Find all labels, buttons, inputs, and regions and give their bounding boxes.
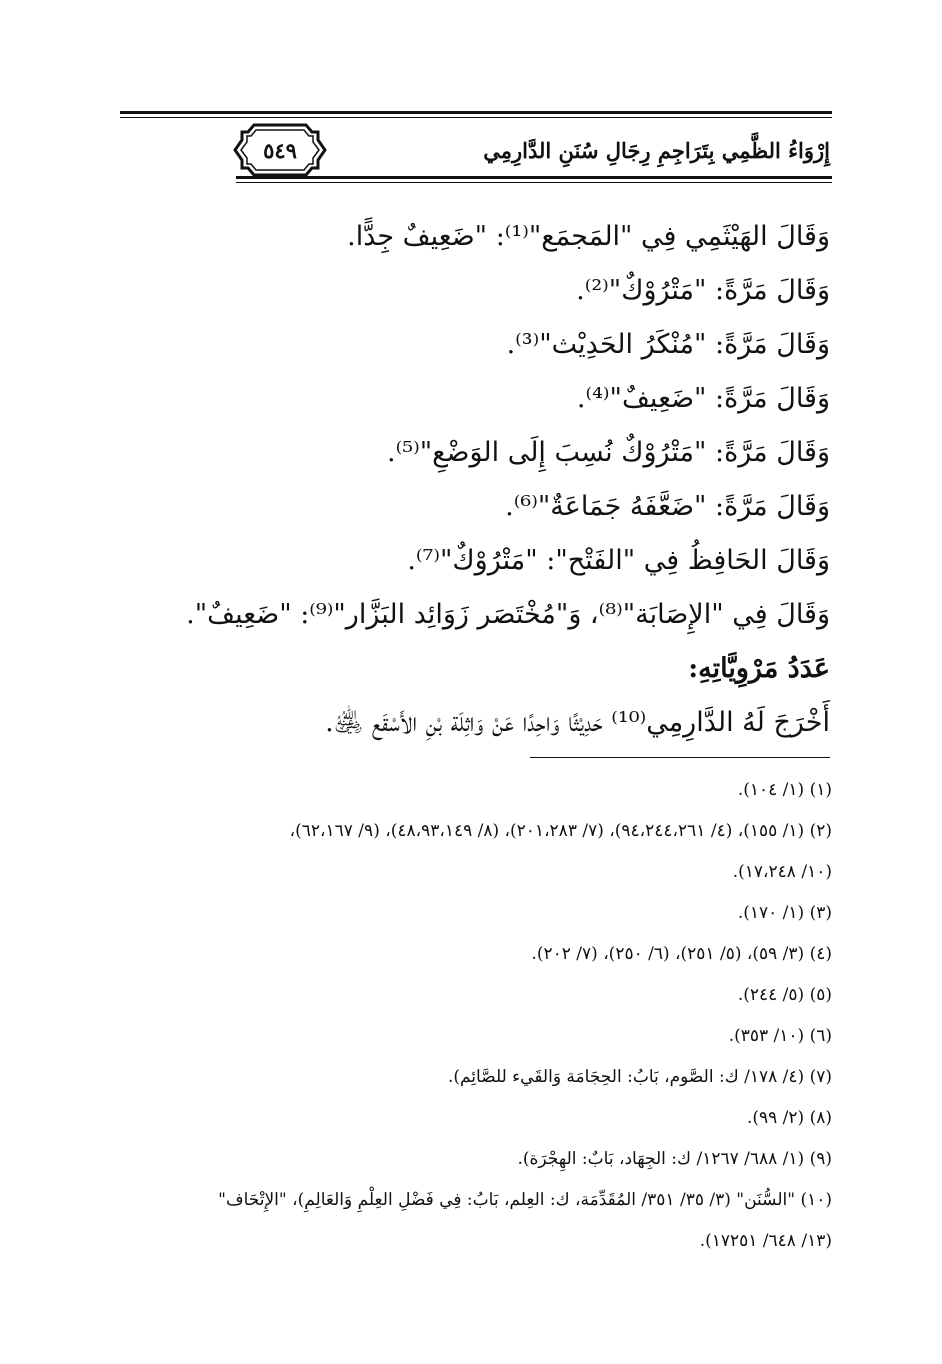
page-number: ٥٤٩ — [263, 137, 297, 163]
body-text — [130, 210, 830, 750]
footnote: (١٠) "السُّنَن" (٣/ ٣٥/ ٣٥١/ المُقَدِّمَة، ك: العِلم، بَابُ: فِي فَضْلِ العِلْمِ وَالعَالِمِ)، "الإِتْحَاف" — [218, 1190, 832, 1210]
text-line: وَقَالَ مَرَّةً: "مَتْرُوْكٌ نُسِبَ إِلَى الوَضْعِ"⁽⁵⁾. — [387, 437, 830, 468]
footnote: (٦) (١٠/ ٣٥٣). — [728, 1026, 832, 1046]
header-rule-bottom-thin — [236, 182, 832, 183]
text-line: وَقَالَ مَرَّةً: "ضَعَّفَهُ جَمَاعَةٌ"⁽⁶⁾. — [505, 491, 830, 522]
page-number-badge — [232, 122, 328, 178]
text-line: وَقَالَ الحَافِظُ فِي "الفَتْح": "مَتْرُوْكٌ"⁽⁷⁾. — [407, 545, 830, 576]
text-line: وَقَالَ مَرَّةً: "مَتْرُوْكٌ"⁽²⁾. — [576, 275, 830, 306]
text-line: أَخْرَجَ لَهُ الدَّارِمِي⁽¹⁰⁾ حَدِيْثًا وَاحِدًا عَنْ وَاثِلَة بْنِ الأَسْقَع ﵁. — [325, 707, 830, 738]
footnote-continuation: (١٣/ ٦٤٨/ ١٧٢٥١). — [699, 1231, 832, 1251]
footnote: (٢) (١/ ١٥٥)، (٤/ ٩٤،٢٤٤،٢٦١)، (٧/ ٢٠١،٢٨٣)، (٨/ ٤٨،٩٣،١٤٩)، (٩/ ٦٢،١٦٧)، — [289, 821, 832, 841]
footnote-continuation: (١٠/ ١٧،٢٤٨). — [732, 862, 832, 882]
header-rule-top — [120, 111, 832, 114]
text-line: وَقَالَ الهَيْثَمِي فِي "المَجمَع"⁽¹⁾: "ضَعِيفٌ جِدًّا. — [347, 221, 830, 252]
running-title: إِرْوَاءُ الظَّمِي بِتَرَاجِمِ رِجَالِ سُنَنِ الدَّارِمِي — [483, 138, 830, 163]
text-line: وَقَالَ فِي "الإِصَابَة"⁽⁸⁾، وَ"مُخْتَصَر زَوَائِد البَزَّار"⁽⁹⁾: "ضَعِيفٌ". — [186, 599, 830, 630]
header-rule-top-thin — [120, 117, 832, 118]
section-heading: عَدَدُ مَرْوِيَّاتِهِ: — [688, 653, 830, 684]
footnote: (٥) (٥/ ٢٤٤). — [737, 985, 832, 1005]
footnotes — [112, 770, 832, 1262]
text-line: وَقَالَ مَرَّةً: "ضَعِيفٌ"⁽⁴⁾. — [576, 383, 830, 414]
footnote: (٣) (١/ ١٧٠). — [737, 903, 832, 923]
footnote: (٨) (٢/ ٩٩). — [746, 1108, 832, 1128]
footnote-separator — [530, 757, 830, 758]
footnote: (٧) (٤/ ١٧٨/ ك: الصَّوم، بَابُ: الحِجَامَة وَالقَيء للصَّائِم). — [447, 1067, 832, 1087]
footnote: (١) (١/ ١٠٤). — [737, 780, 832, 800]
footnote: (٩) (١/ ٦٨٨/ ١٢٦٧/ ك: الجِهَاد، بَابٌ: الهِجْرَة). — [517, 1149, 832, 1169]
footnote: (٤) (٣/ ٥٩)، (٥/ ٢٥١)، (٦/ ٢٥٠)، (٧/ ٢٠٢). — [531, 944, 832, 964]
text-line: وَقَالَ مَرَّةً: "مُنْكَرُ الحَدِيْث"⁽³⁾. — [506, 329, 830, 360]
